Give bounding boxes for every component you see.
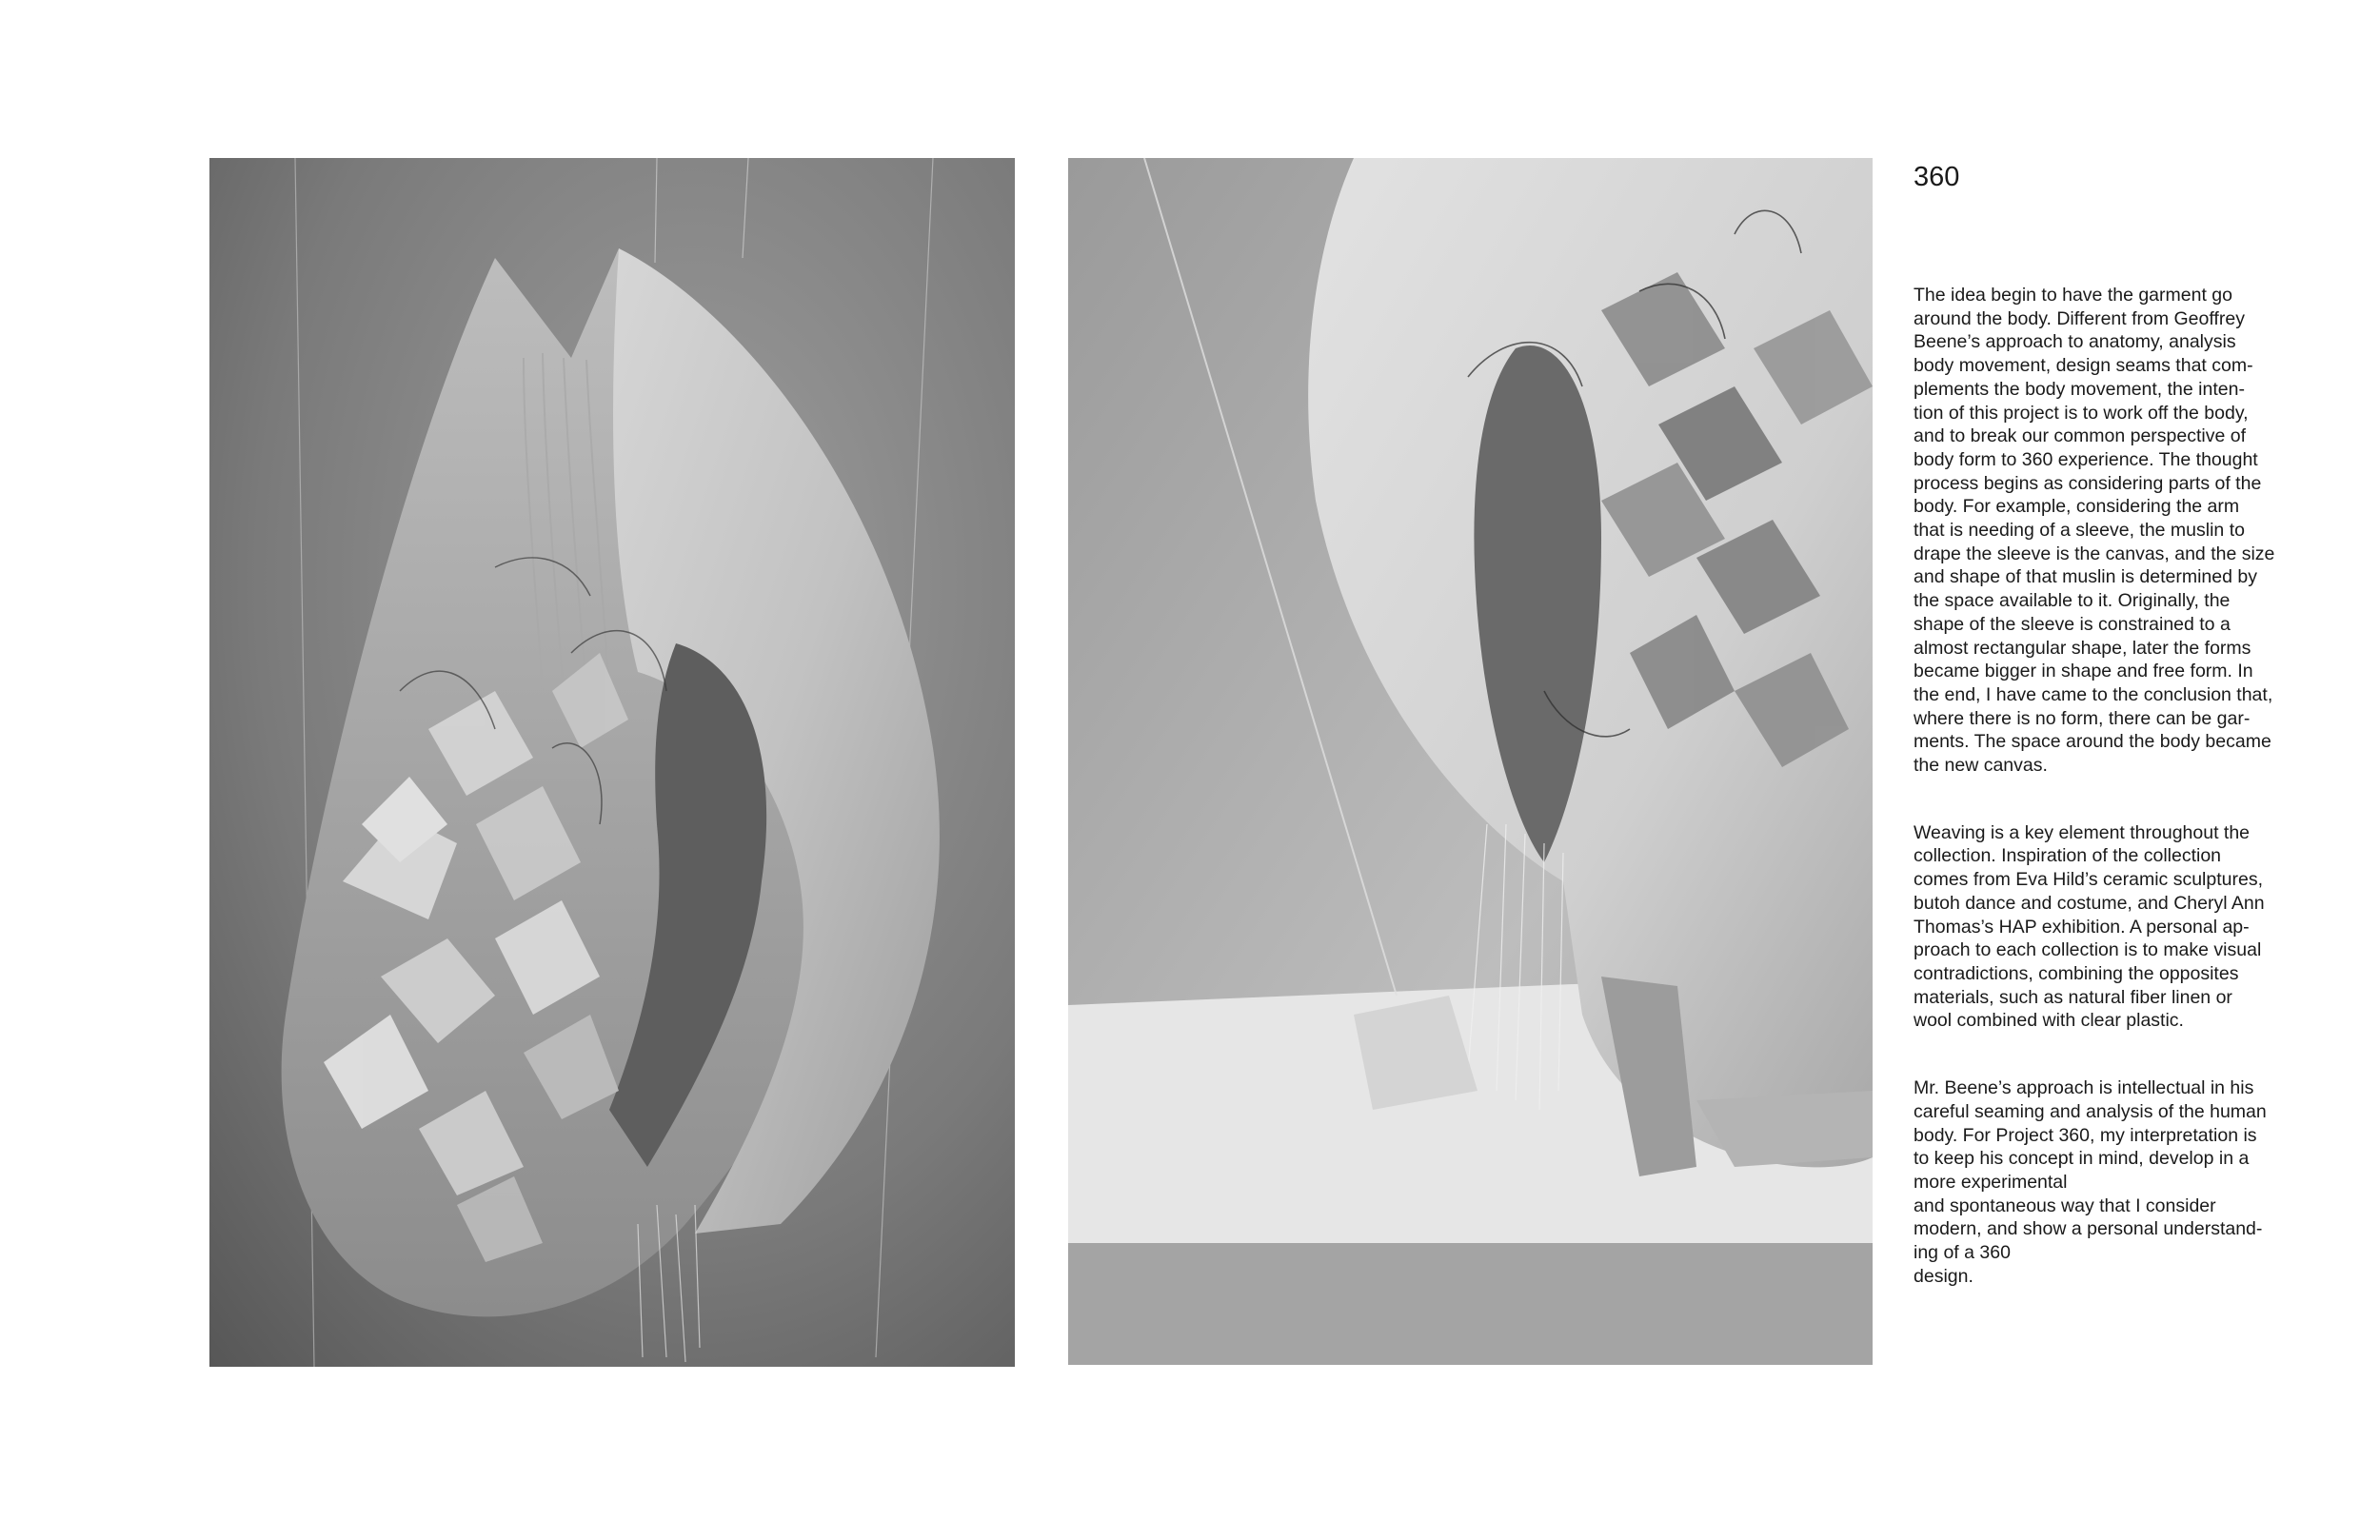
paragraph-beene: Mr. Beene’s approach is intellectual in his careful seaming and analysis of the human body. For Project 360, my interpretation is to keep his concept in mind, develop in a more experimental and spontaneous way that I consider modern, and show a personal understand- ing of a 360 design. — [1914, 1077, 2267, 1287]
text-column — [1914, 158, 2275, 1332]
page-number: 360 — [1914, 162, 1960, 192]
photo-right — [1068, 158, 1873, 1365]
photo-left-image — [209, 158, 1015, 1367]
paragraph-weaving: Weaving is a key element throughout the collection. Inspiration of the collection comes from Eva Hild’s ceramic sculptures, butoh dance and costume, and Cheryl Ann Thomas’s HAP exhibition. A personal ap- proach to each collection is to make visual contradictions, combining the opposites materials, such as natural fiber linen or wool combined with clear plastic. — [1914, 821, 2265, 1032]
photo-right-image — [1068, 158, 1873, 1365]
photo-left — [209, 158, 1015, 1367]
paragraph-concept: The idea begin to have the garment go around the body. Different from Geoffrey Beene’s approach to anatomy, analysis body movement, design seams that com- plements the body movement, the inten- tion of this project is to work off the body, and to break our common perspective of body form to 360 experience. The thought process begins as considering parts of the body. For example, considering the arm that is needing of a sleeve, the muslin to drape the sleeve is the canvas, and the size and shape of that muslin is determined by the space available to it. Originally, the shape of the sleeve is constrained to a almost rectangular shape, later the forms became bigger in shape and free form. In the end, I have came to the conclusion that, where there is no form, there can be gar- ments. The space around the body became the new canvas. — [1914, 285, 2275, 777]
